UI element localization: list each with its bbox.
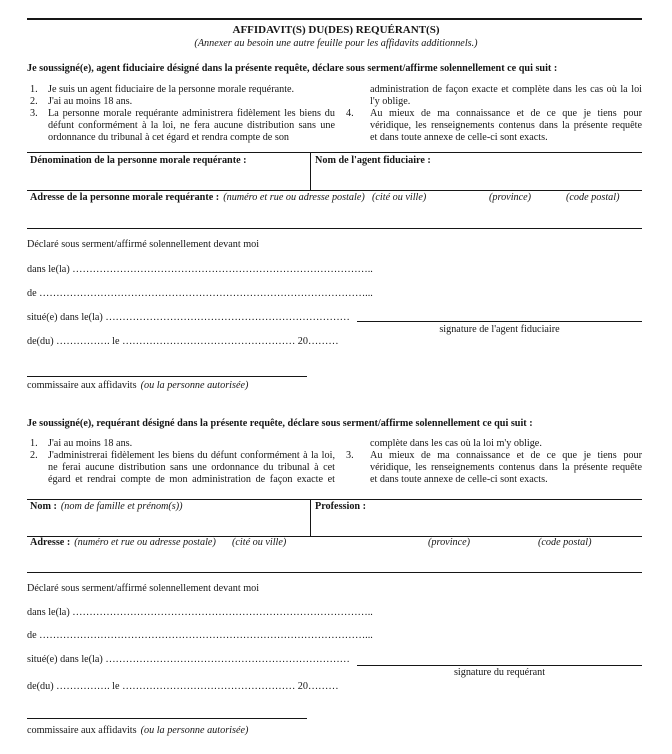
item-text: Au mieux de ma connaissance et de ce que je tiens pour bbox=[370, 450, 642, 461]
sworn-statement: Déclaré sous serment/affirmé solennellement devant moi bbox=[27, 583, 260, 594]
declaration-line-place: dans le(la) …………………………………………………………………………….. bbox=[27, 264, 373, 275]
signature-label: signature du requérant bbox=[453, 667, 546, 678]
postal-code-hint: (code postal) bbox=[566, 192, 620, 203]
commissioner-label: commissaire aux affidavits bbox=[27, 725, 137, 736]
declaration-line-of: de ……………………………………………………………………………………... bbox=[27, 630, 373, 641]
item-text: ordonnance du tribunal à cet égard et rendra compte de son bbox=[48, 132, 290, 143]
item-number: 2. bbox=[30, 96, 38, 107]
sworn-statement: Déclaré sous serment/affirmé solennellement devant moi bbox=[27, 239, 260, 250]
signature-line bbox=[357, 321, 642, 322]
province-hint: (province) bbox=[489, 192, 532, 203]
item-text: défunt conformément à la loi, ne fera aucune distribution sans une bbox=[48, 120, 335, 131]
item-text: ne ferai aucune distribution sans une ordonnance du tribunal à cet bbox=[48, 462, 335, 473]
item-number: 1. bbox=[30, 84, 38, 95]
commissioner-label: commissaire aux affidavits bbox=[27, 380, 137, 391]
commissioner-line bbox=[27, 718, 307, 719]
item-text: véridique, les renseignements contenus dans la présente requête bbox=[370, 462, 642, 473]
top-rule bbox=[27, 18, 642, 20]
declaration-line-place: dans le(la) …………………………………………………………………………….. bbox=[27, 607, 373, 618]
commissioner-line bbox=[27, 376, 307, 377]
declaration-line-located: situé(e) dans le(la) ……………………………………………………………… bbox=[27, 654, 350, 665]
postal-code-hint: (code postal) bbox=[538, 537, 592, 548]
agent-section-heading: Je soussigné(e), agent fiduciaire désigné dans la présente requête, déclare sous serment/affirme solennellement ce qui suit : bbox=[27, 63, 558, 74]
item-text: La personne morale requérante administrera fidèlement les biens du bbox=[48, 108, 335, 119]
item-text: complète dans les cas où la loi m'y oblige. bbox=[370, 438, 542, 449]
declaration-line-located: situé(e) dans le(la) ……………………………………………………………… bbox=[27, 312, 350, 323]
item-text: Je suis un agent fiduciaire de la personne morale requérante. bbox=[48, 84, 295, 95]
item-text: l'y oblige. bbox=[370, 96, 411, 107]
item-text: et dans toute annexe de celle-ci sont exacts. bbox=[370, 474, 548, 485]
declaration-line-date: de(du) ……………. le …………………………………………… 20……… bbox=[27, 681, 339, 692]
signature-line bbox=[357, 665, 642, 666]
address-label: Adresse de la personne morale requérante : bbox=[30, 192, 220, 203]
declaration-line-date: de(du) ……………. le …………………………………………… 20……… bbox=[27, 336, 339, 347]
item-text: véridique, les renseignements contenus dans la présente requête bbox=[370, 120, 642, 131]
item-number: 3. bbox=[30, 108, 38, 119]
address-label: Adresse : bbox=[30, 537, 71, 548]
item-text: J'administrerai fidèlement les biens du défunt conformément à la loi, bbox=[48, 450, 335, 461]
field-divider bbox=[310, 152, 311, 190]
form-subtitle: (Annexer au besoin une autre feuille pour les affidavits additionnels.) bbox=[194, 38, 478, 49]
item-text: égard et rendrai compte de mon administration de façon exacte et bbox=[48, 474, 335, 485]
address-row bbox=[30, 537, 216, 549]
entity-name-label: Dénomination de la personne morale requérante : bbox=[30, 155, 247, 166]
item-text: J'ai au moins 18 ans. bbox=[48, 96, 133, 107]
item-number: 4. bbox=[346, 108, 354, 119]
field-rule bbox=[27, 499, 642, 500]
item-text: administration de façon exacte et complète dans les cas où la loi bbox=[370, 84, 642, 95]
item-text: et dans toute annexe de celle-ci sont exacts. bbox=[370, 132, 548, 143]
address-row bbox=[30, 192, 365, 204]
declaration-line-of: de ……………………………………………………………………………………... bbox=[27, 288, 373, 299]
commissioner-hint: (ou la personne autorisée) bbox=[140, 380, 249, 391]
commissioner-caption bbox=[27, 725, 248, 737]
name-row bbox=[30, 501, 183, 513]
field-rule bbox=[27, 572, 642, 573]
city-hint: (cité ou ville) bbox=[372, 192, 427, 203]
item-text: Au mieux de ma connaissance et de ce que je tiens pour bbox=[370, 108, 642, 119]
city-hint: (cité ou ville) bbox=[232, 537, 287, 548]
name-hint: (nom de famille et prénom(s)) bbox=[60, 501, 183, 512]
item-number: 3. bbox=[346, 450, 354, 461]
field-rule bbox=[27, 190, 642, 191]
street-hint: (numéro et rue ou adresse postale) bbox=[223, 192, 365, 203]
profession-label: Profession : bbox=[315, 501, 367, 512]
form-title: AFFIDAVIT(S) DU(DES) REQUÉRANT(S) bbox=[232, 24, 440, 36]
commissioner-caption bbox=[27, 380, 248, 392]
field-rule bbox=[27, 228, 642, 229]
name-label: Nom : bbox=[30, 501, 57, 512]
applicant-section-heading: Je soussigné(e), requérant désigné dans la présente requête, déclare sous serment/affirme solennellement ce qui suit : bbox=[27, 418, 533, 429]
province-hint: (province) bbox=[428, 537, 471, 548]
item-number: 1. bbox=[30, 438, 38, 449]
item-text: J'ai au moins 18 ans. bbox=[48, 438, 133, 449]
agent-name-label: Nom de l'agent fiduciaire : bbox=[315, 155, 431, 166]
item-number: 2. bbox=[30, 450, 38, 461]
field-rule bbox=[27, 152, 642, 153]
field-divider bbox=[310, 499, 311, 536]
signature-label: signature de l'agent fiduciaire bbox=[439, 324, 560, 335]
street-hint: (numéro et rue ou adresse postale) bbox=[74, 537, 216, 548]
commissioner-hint: (ou la personne autorisée) bbox=[140, 725, 249, 736]
